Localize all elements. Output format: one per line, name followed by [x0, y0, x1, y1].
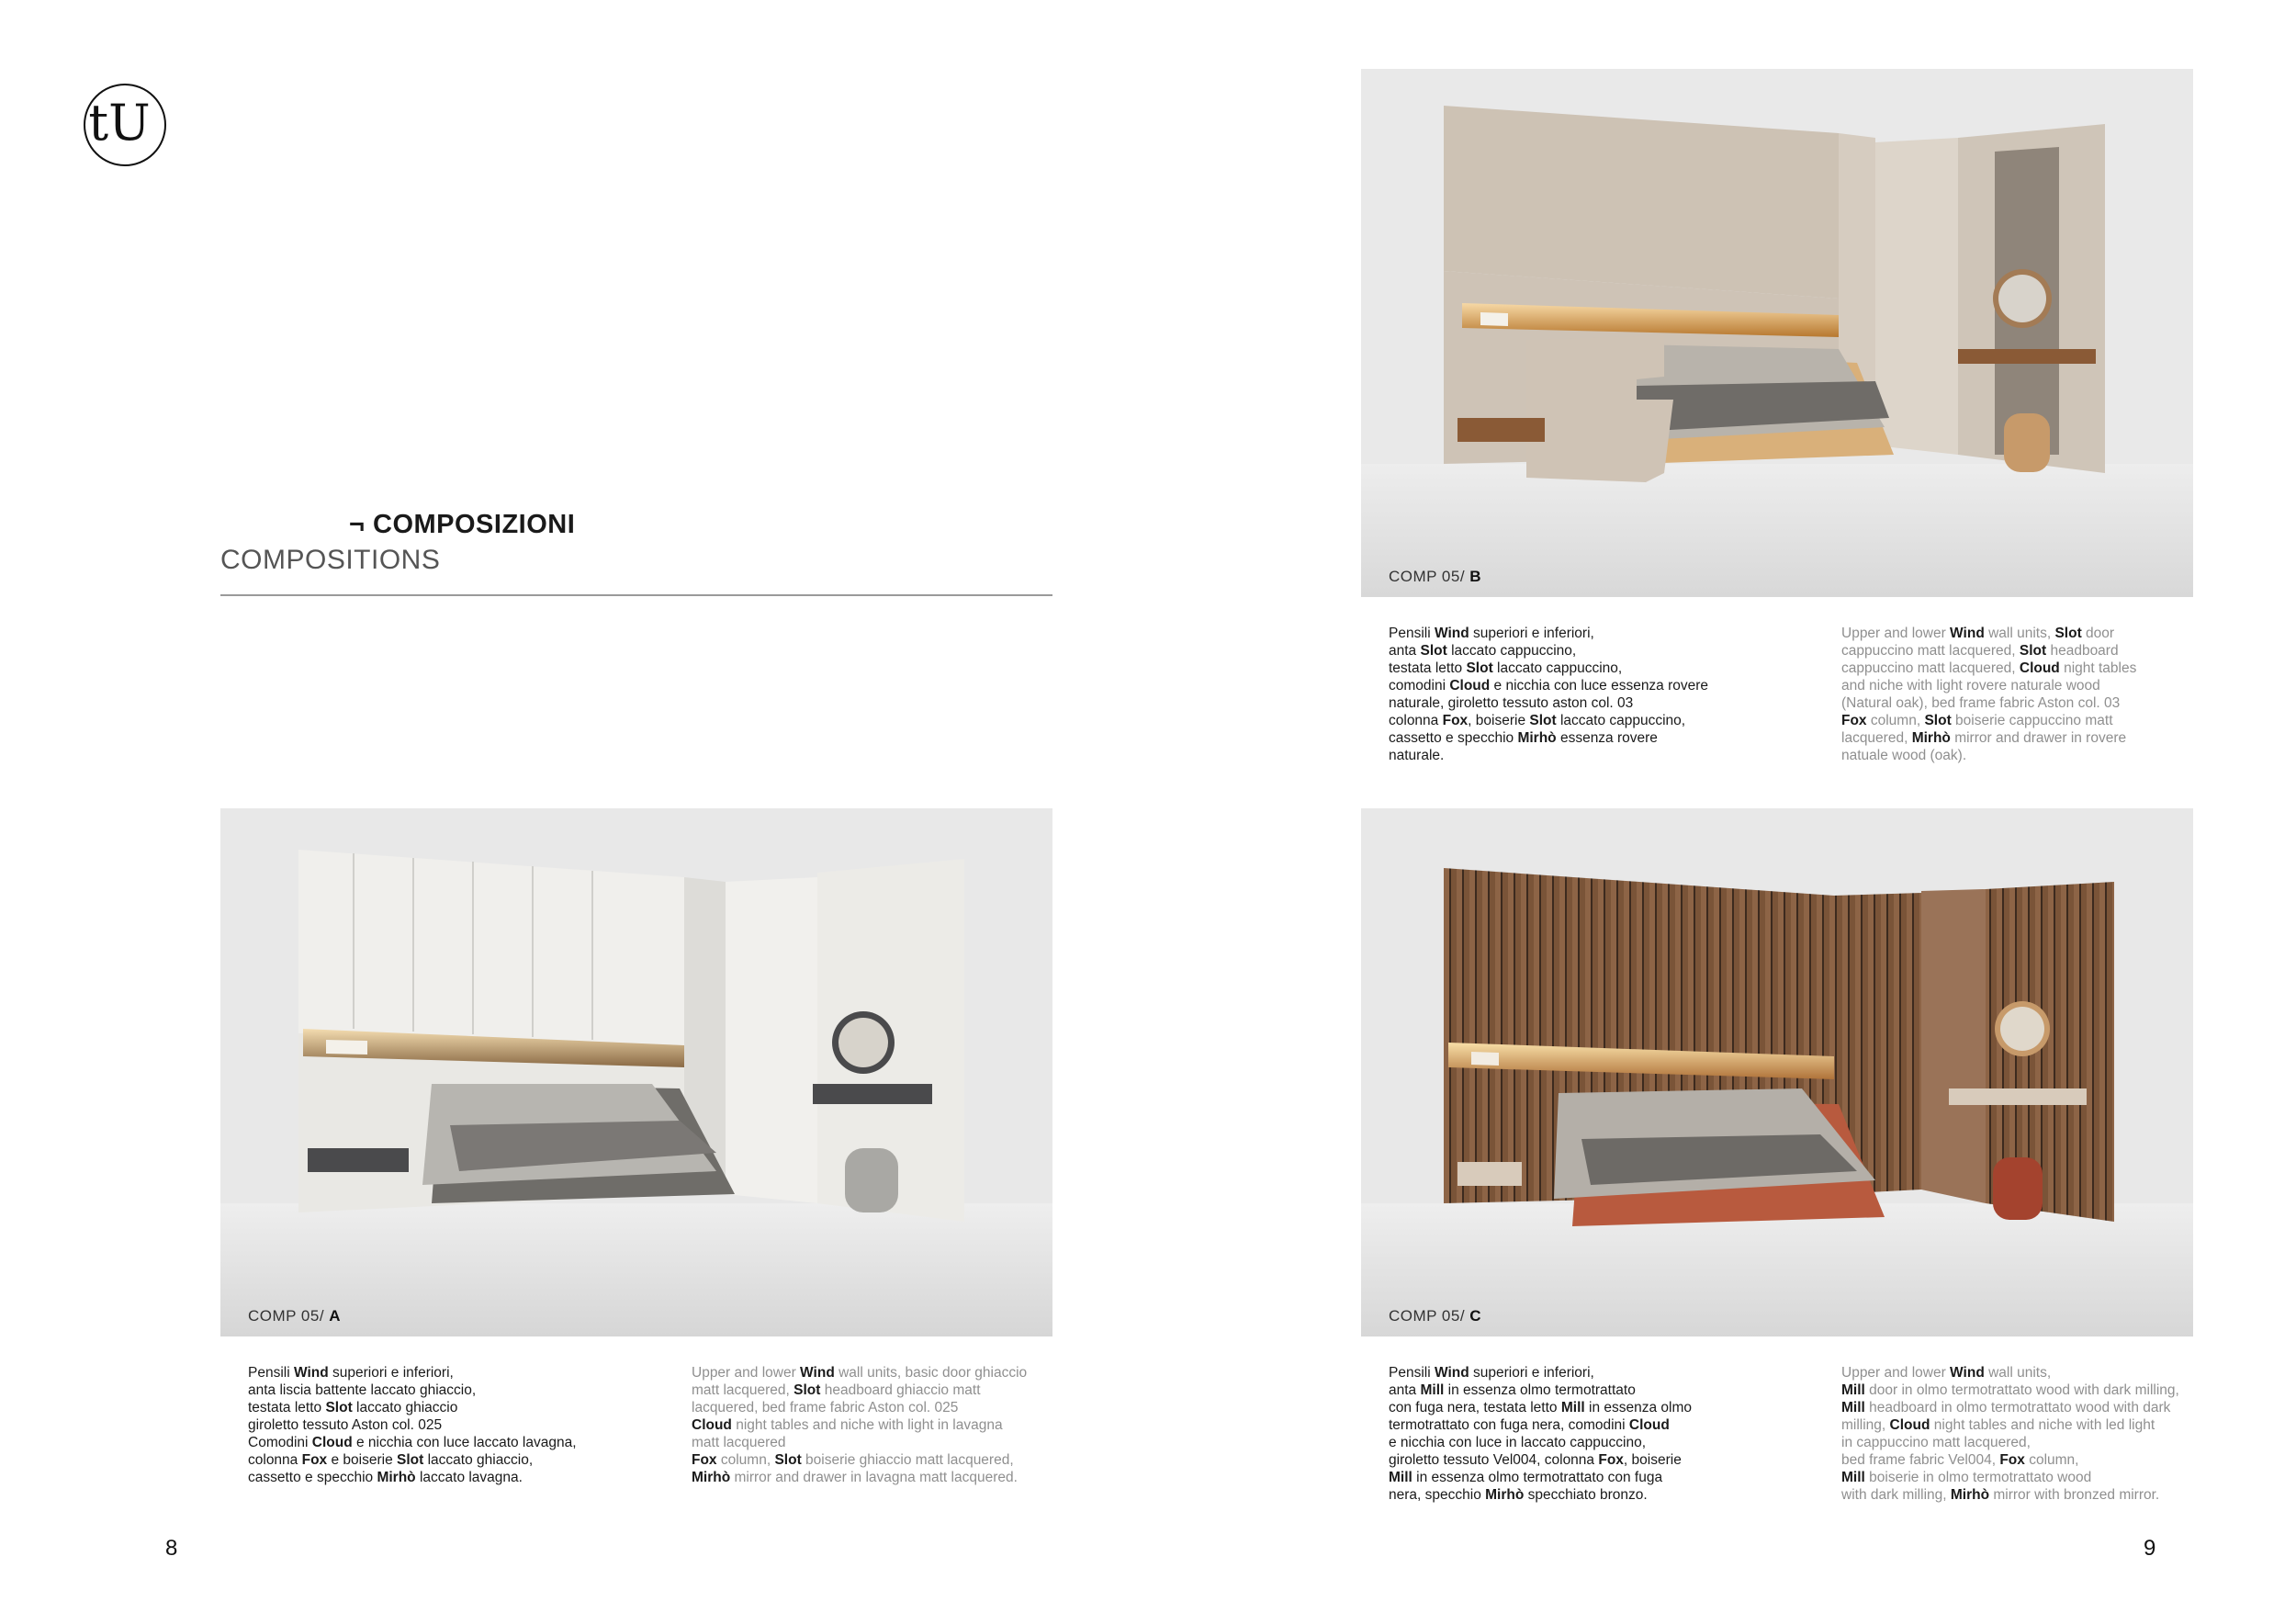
description-text: headboard ghiaccio matt [820, 1382, 981, 1398]
description-text: colonna [1389, 713, 1443, 728]
product-name: Fox [1598, 1452, 1624, 1468]
description-line [1841, 1382, 2245, 1399]
description-text: cappuccino matt lacquered, [1841, 643, 2020, 659]
product-name: Wind [1434, 1365, 1469, 1381]
logo-letter-t: tU [88, 94, 151, 152]
description-text: laccato ghiaccio, [423, 1452, 534, 1468]
description-line [1389, 642, 1793, 660]
description-text: essenza rovere [1556, 730, 1658, 746]
comp-b-label [1389, 568, 1481, 586]
description-text: e boiserie [327, 1452, 397, 1468]
description-text: column, [2024, 1452, 2079, 1468]
description-line [1389, 747, 1793, 764]
description-line [1841, 1416, 2245, 1434]
description-line [1841, 694, 2245, 712]
description-text: door [2081, 626, 2115, 641]
description-text: wall units, [1984, 1365, 2052, 1381]
description-text: comodini [1389, 678, 1450, 694]
product-name: Slot [1924, 713, 1952, 728]
description-text: Comodini [248, 1435, 312, 1450]
description-text: headboard [2046, 643, 2119, 659]
description-text: laccato cappuccino, [1446, 643, 1577, 659]
description-line [1841, 677, 2245, 694]
description-line [1841, 747, 2245, 764]
description-text: laccato lavagna. [415, 1470, 523, 1485]
product-name: Cloud [2019, 660, 2060, 676]
description-text: in essenza olmo [1584, 1400, 1693, 1415]
description-text: night tables and niche with light in lavagna [731, 1417, 1003, 1433]
comp-b-label-letter: B [1469, 568, 1482, 585]
description-text: naturale. [1389, 748, 1445, 763]
product-name: Slot [1529, 713, 1557, 728]
comp-a-description-english [692, 1364, 1096, 1486]
description-line [692, 1416, 1096, 1434]
product-name: Slot [2054, 626, 2082, 641]
product-name: Cloud [692, 1417, 732, 1433]
product-name: Wind [1950, 626, 1985, 641]
comp-b-label-prefix: COMP 05/ [1389, 568, 1466, 585]
description-line [1389, 660, 1793, 677]
description-text: (Natural oak), bed frame fabric Aston col. 03 [1841, 695, 2121, 711]
product-name: Fox [1999, 1452, 2025, 1468]
description-line [1841, 1434, 2245, 1451]
description-line [1389, 1416, 1793, 1434]
description-text: , boiserie [1468, 713, 1530, 728]
description-line [692, 1382, 1096, 1399]
heading-divider [220, 594, 1052, 596]
description-text: in cappuccino matt lacquered, [1841, 1435, 2031, 1450]
product-name: Mirhò [1517, 730, 1557, 746]
product-name: Mirhò [692, 1470, 731, 1485]
description-text: nera, specchio [1389, 1487, 1486, 1503]
description-line [1841, 1469, 2245, 1486]
description-text: mirror and drawer in lavagna matt lacquered. [730, 1470, 1018, 1485]
description-text: cassetto e specchio [1389, 730, 1518, 746]
comp-c-description-italian [1389, 1364, 1793, 1504]
description-text: boiserie cappuccino matt [1951, 713, 2113, 728]
description-line [692, 1364, 1096, 1382]
description-line [1841, 660, 2245, 677]
brand-monogram-icon [83, 83, 167, 167]
product-name: Mirhò [1911, 730, 1951, 746]
description-line [1389, 1364, 1793, 1382]
description-text: Pensili [248, 1365, 294, 1381]
product-name: Wind [293, 1365, 329, 1381]
description-line [1389, 729, 1793, 747]
description-line [1389, 1451, 1793, 1469]
description-text: column, [1866, 713, 1925, 728]
comp-b-render [1361, 69, 2193, 597]
comp-c-label-letter: C [1469, 1307, 1482, 1325]
description-text: e nicchia con luce in laccato cappuccino, [1389, 1435, 1647, 1450]
description-text: anta [1389, 643, 1421, 659]
product-name: Wind [1434, 626, 1469, 641]
product-name: Mirhò [1950, 1487, 1990, 1503]
description-text: and niche with light rovere naturale wood [1841, 678, 2100, 694]
description-text: e nicchia con luce laccato lavagna, [352, 1435, 577, 1450]
description-text: milling, [1841, 1417, 1890, 1433]
description-text: superiori e inferiori, [1469, 1365, 1594, 1381]
product-name: Mill [1841, 1382, 1865, 1398]
description-text: Upper and lower [1841, 626, 1951, 641]
description-line [1389, 1399, 1793, 1416]
product-name: Slot [325, 1400, 353, 1415]
description-text: laccato cappuccino, [1556, 713, 1686, 728]
description-line [248, 1364, 652, 1382]
product-name: Fox [692, 1452, 717, 1468]
description-text: boiserie in olmo termotrattato wood [1864, 1470, 2092, 1485]
comp-b-description-italian [1389, 625, 1793, 764]
description-line [1389, 1486, 1793, 1504]
description-line [248, 1416, 652, 1434]
product-name: Slot [1466, 660, 1493, 676]
description-line [248, 1434, 652, 1451]
description-line [692, 1434, 1096, 1451]
product-name: Cloud [1449, 678, 1491, 694]
product-name: Mill [1420, 1382, 1445, 1398]
comp-a-label-letter: A [329, 1307, 342, 1325]
description-line [1841, 1399, 2245, 1416]
description-text: naturale, giroletto tessuto aston col. 03 [1389, 695, 1634, 711]
comp-a-label [248, 1307, 341, 1325]
description-line [1841, 729, 2245, 747]
description-text: in essenza olmo termotrattato [1444, 1382, 1636, 1398]
description-line [1389, 694, 1793, 712]
comp-c-label [1389, 1307, 1481, 1325]
description-line [692, 1469, 1096, 1486]
description-text: wall units, basic door ghiaccio [834, 1365, 1028, 1381]
description-text: with dark milling, [1841, 1487, 1951, 1503]
product-name: Wind [800, 1365, 835, 1381]
description-text: laccato ghiaccio [352, 1400, 458, 1415]
heading-italian [349, 510, 575, 540]
description-text: boiserie ghiaccio matt lacquered, [801, 1452, 1014, 1468]
product-name: Slot [1420, 643, 1447, 659]
product-name: Fox [1442, 713, 1469, 728]
product-name: Mill [1560, 1400, 1585, 1415]
heading-arrow: ¬ [349, 510, 366, 539]
product-name: Mill [1389, 1470, 1412, 1485]
description-line [1841, 1364, 2245, 1382]
brand-logo [83, 83, 167, 167]
product-name: Cloud [1628, 1417, 1670, 1433]
description-text: specchiato bronzo. [1524, 1487, 1648, 1503]
description-text: testata letto [1389, 660, 1467, 676]
product-name: Mill [1841, 1470, 1865, 1485]
description-line [1389, 677, 1793, 694]
product-name: Fox [301, 1452, 328, 1468]
description-line [1841, 642, 2245, 660]
description-text: Pensili [1389, 626, 1435, 641]
description-line [1389, 625, 1793, 642]
comp-a-description-italian [248, 1364, 652, 1486]
comp-c-description-english [1841, 1364, 2245, 1504]
comp-a-image [220, 808, 1052, 1336]
description-line [248, 1399, 652, 1416]
description-text: in essenza olmo termotrattato con fuga [1412, 1470, 1663, 1485]
description-text: giroletto tessuto Vel004, colonna [1389, 1452, 1599, 1468]
product-name: Mirhò [1485, 1487, 1525, 1503]
product-name: Slot [397, 1452, 424, 1468]
description-line [1841, 712, 2245, 729]
comp-c-label-prefix: COMP 05/ [1389, 1307, 1466, 1325]
description-text: mirror with bronzed mirror. [1989, 1487, 2160, 1503]
description-text: superiori e inferiori, [1469, 626, 1594, 641]
description-text: Pensili [1389, 1365, 1435, 1381]
description-text: bed frame fabric Vel004, [1841, 1452, 2000, 1468]
comp-a-label-prefix: COMP 05/ [248, 1307, 325, 1325]
comp-b-image [1361, 69, 2193, 597]
description-text: colonna [248, 1452, 302, 1468]
description-text: natuale wood (oak). [1841, 748, 1967, 763]
description-text: superiori e inferiori, [328, 1365, 454, 1381]
product-name: Slot [774, 1452, 802, 1468]
description-text: anta [1389, 1382, 1421, 1398]
product-name: Mill [1841, 1400, 1865, 1415]
description-text: con fuga nera, testata letto [1389, 1400, 1561, 1415]
description-text: night tables [2059, 660, 2137, 676]
description-line [1389, 1469, 1793, 1486]
description-line [692, 1399, 1096, 1416]
page-number-left: 8 [165, 1536, 178, 1561]
product-name: Mirhò [377, 1470, 416, 1485]
product-name: Slot [793, 1382, 821, 1398]
description-line [1841, 1451, 2245, 1469]
description-line [248, 1382, 652, 1399]
description-text: matt lacquered [692, 1435, 786, 1450]
heading-italian-text: COMPOSIZIONI [373, 510, 576, 539]
description-text: mirror and drawer in rovere [1950, 730, 2127, 746]
description-text: lacquered, bed frame fabric Aston col. 025 [692, 1400, 959, 1415]
product-name: Wind [1950, 1365, 1985, 1381]
comp-b-description-english [1841, 625, 2245, 764]
description-line [1389, 1382, 1793, 1399]
description-text: wall units, [1984, 626, 2055, 641]
description-text: cassetto e specchio [248, 1470, 377, 1485]
description-text: night tables and niche with led light [1930, 1417, 2155, 1433]
description-line [692, 1451, 1096, 1469]
description-line [1841, 1486, 2245, 1504]
description-text: e nicchia con luce essenza rovere [1490, 678, 1709, 694]
comp-c-render [1361, 808, 2193, 1336]
description-line [248, 1451, 652, 1469]
page-number-right: 9 [2144, 1536, 2156, 1561]
description-text: cappuccino matt lacquered, [1841, 660, 2020, 676]
comp-c-image [1361, 808, 2193, 1336]
description-line [1841, 625, 2245, 642]
description-text: Upper and lower [1841, 1365, 1951, 1381]
description-text: anta liscia battente laccato ghiaccio, [248, 1382, 477, 1398]
description-text: Upper and lower [692, 1365, 801, 1381]
description-text: termotrattato con fuga nera, comodini [1389, 1417, 1629, 1433]
description-line [1389, 1434, 1793, 1451]
description-text: headboard in olmo termotrattato wood with dark [1864, 1400, 2171, 1415]
description-text: , boiserie [1623, 1452, 1682, 1468]
product-name: Fox [1841, 713, 1867, 728]
comp-a-render [220, 808, 1052, 1336]
description-text: lacquered, [1841, 730, 1912, 746]
description-text: giroletto tessuto Aston col. 025 [248, 1417, 443, 1433]
description-line [248, 1469, 652, 1486]
description-text: matt lacquered, [692, 1382, 794, 1398]
product-name: Slot [2019, 643, 2047, 659]
description-text: door in olmo termotrattato wood with dark milling, [1864, 1382, 2179, 1398]
product-name: Cloud [311, 1435, 353, 1450]
product-name: Cloud [1889, 1417, 1930, 1433]
description-text: column, [716, 1452, 775, 1468]
description-text: laccato cappuccino, [1492, 660, 1623, 676]
description-line [1389, 712, 1793, 729]
description-text: testata letto [248, 1400, 326, 1415]
heading-english: COMPOSITIONS [220, 545, 441, 575]
